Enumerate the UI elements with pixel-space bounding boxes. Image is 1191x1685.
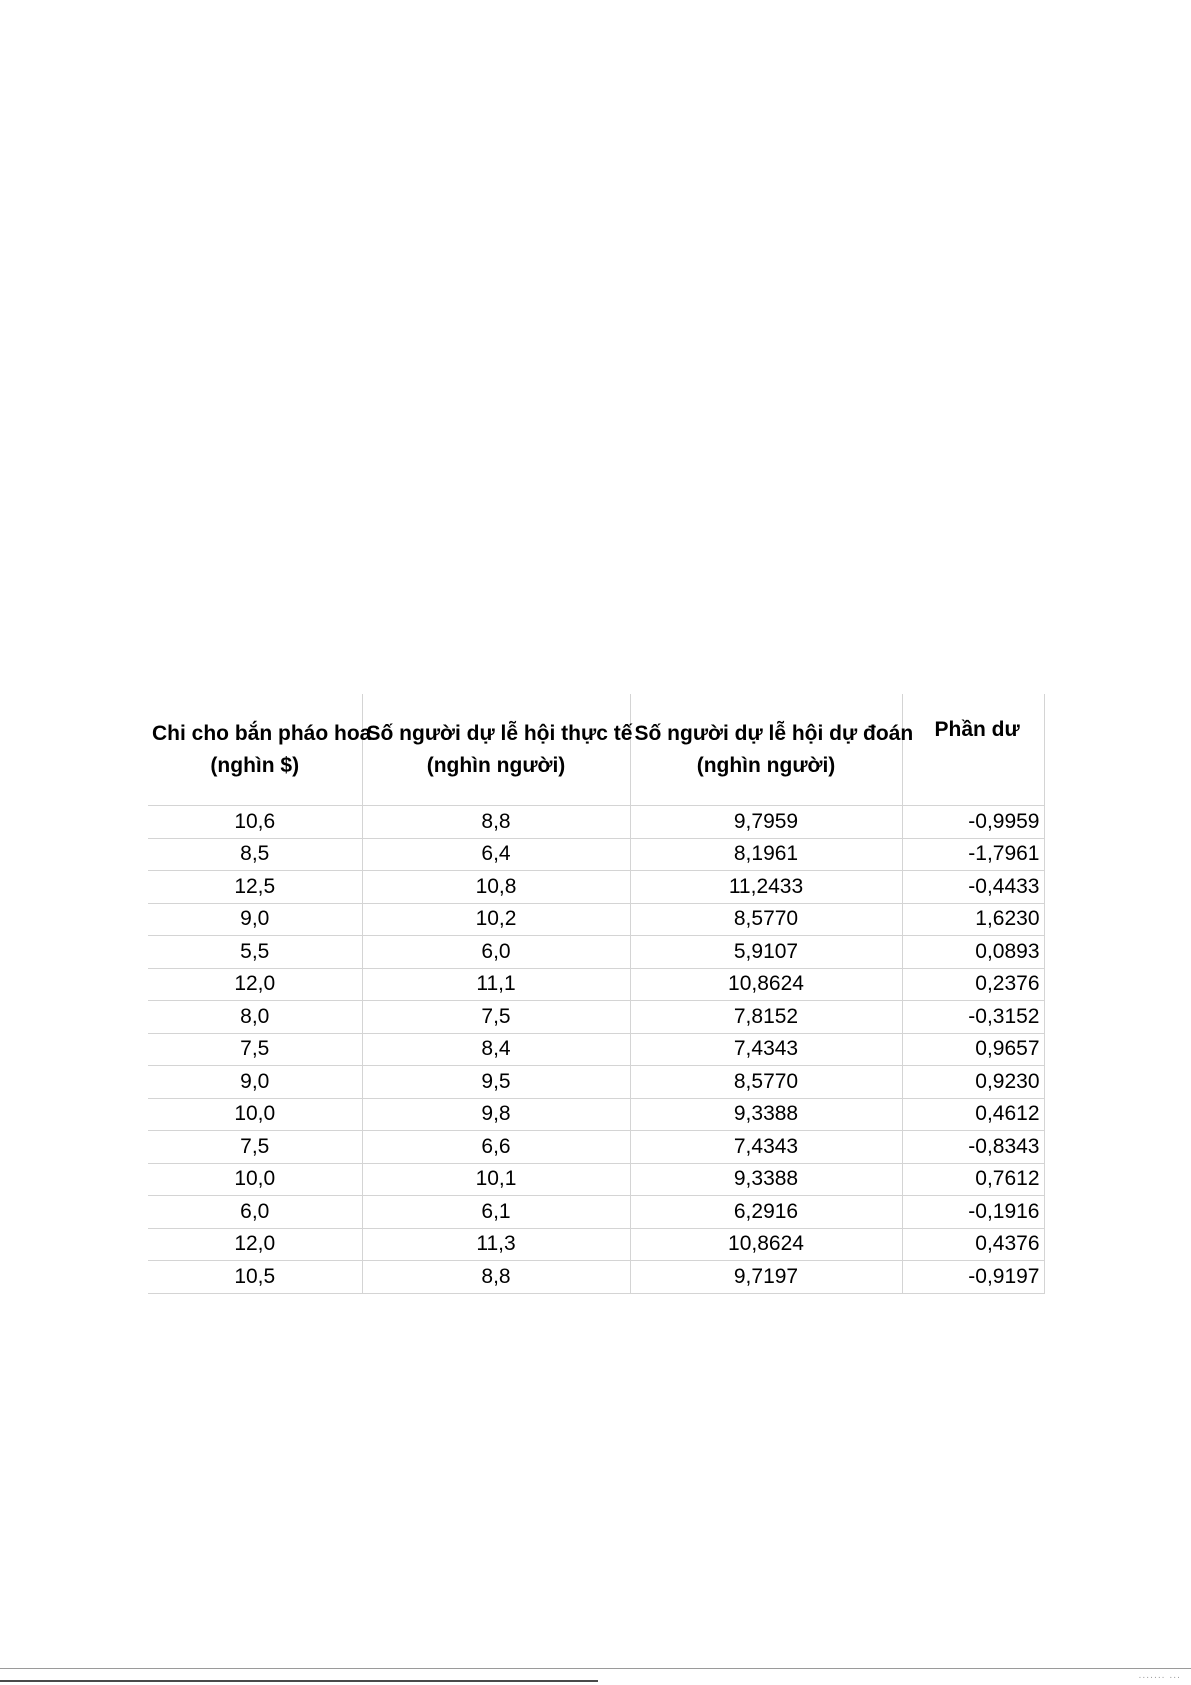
- table-row: [148, 806, 1044, 839]
- table-row: [148, 1066, 1044, 1099]
- cell-residual: -0,8343: [902, 1131, 1044, 1164]
- table-row: [148, 871, 1044, 904]
- cell-residual: 0,4376: [902, 1228, 1044, 1261]
- cell-actual-attendance: 6,4: [362, 838, 630, 871]
- table-header-row: [148, 694, 1044, 806]
- cell-residual: -0,9959: [902, 806, 1044, 839]
- cell-fireworks-spending: 10,0: [148, 1098, 362, 1131]
- cell-actual-attendance: 6,6: [362, 1131, 630, 1164]
- table-row: [148, 903, 1044, 936]
- table-row: [148, 1001, 1044, 1034]
- header-actual-attendance: [362, 694, 633, 806]
- cell-actual-attendance: 11,1: [362, 968, 630, 1001]
- cell-residual: 1,6230: [902, 903, 1044, 936]
- cell-actual-attendance: 6,0: [362, 936, 630, 969]
- footer-marks: ....... ...: [1138, 1671, 1181, 1681]
- cell-fireworks-spending: 7,5: [148, 1131, 362, 1164]
- cell-fireworks-spending: 12,0: [148, 1228, 362, 1261]
- cell-predicted-attendance: 11,2433: [630, 871, 902, 904]
- cell-fireworks-spending: 12,0: [148, 968, 362, 1001]
- cell-residual: 0,2376: [902, 968, 1044, 1001]
- cell-fireworks-spending: 6,0: [148, 1196, 362, 1229]
- table-body: [148, 806, 1044, 1294]
- cell-predicted-attendance: 6,2916: [630, 1196, 902, 1229]
- header-predicted-attendance: [630, 694, 914, 806]
- cell-actual-attendance: 8,4: [362, 1033, 630, 1066]
- cell-residual: -0,3152: [902, 1001, 1044, 1034]
- data-table-container: [148, 694, 1044, 1294]
- cell-actual-attendance: 9,5: [362, 1066, 630, 1099]
- cell-fireworks-spending: 9,0: [148, 1066, 362, 1099]
- header-line: (nghìn người): [696, 753, 836, 777]
- cell-fireworks-spending: 7,5: [148, 1033, 362, 1066]
- cell-predicted-attendance: 9,3388: [630, 1163, 902, 1196]
- cell-predicted-attendance: 5,9107: [630, 936, 902, 969]
- header-line: Chi cho bắn pháo hoa: [152, 721, 372, 745]
- cell-actual-attendance: 10,2: [362, 903, 630, 936]
- header-line: Phần dư: [934, 718, 1020, 741]
- table-row: [148, 1228, 1044, 1261]
- cell-actual-attendance: 8,8: [362, 806, 630, 839]
- cell-predicted-attendance: 8,5770: [630, 1066, 902, 1099]
- cell-predicted-attendance: 10,8624: [630, 1228, 902, 1261]
- cell-predicted-attendance: 9,3388: [630, 1098, 902, 1131]
- table-row: [148, 1098, 1044, 1131]
- cell-actual-attendance: 11,3: [362, 1228, 630, 1261]
- cell-residual: -0,9197: [902, 1261, 1044, 1294]
- cell-actual-attendance: 7,5: [362, 1001, 630, 1034]
- table-row: [148, 838, 1044, 871]
- table-row: [148, 1196, 1044, 1229]
- cell-residual: 0,0893: [902, 936, 1044, 969]
- table-row: [148, 1131, 1044, 1164]
- cell-fireworks-spending: 10,0: [148, 1163, 362, 1196]
- footer-rule: [0, 1668, 1191, 1669]
- cell-residual: -0,4433: [902, 871, 1044, 904]
- header-line: Số người dự lễ hội dự đoán: [634, 721, 914, 745]
- header-line: (nghìn $): [210, 753, 300, 777]
- cell-residual: 0,7612: [902, 1163, 1044, 1196]
- cell-predicted-attendance: 9,7959: [630, 806, 902, 839]
- cell-predicted-attendance: 10,8624: [630, 968, 902, 1001]
- cell-fireworks-spending: 9,0: [148, 903, 362, 936]
- residuals-table: [148, 694, 1045, 1294]
- cell-fireworks-spending: 10,5: [148, 1261, 362, 1294]
- header-residual: [902, 694, 1044, 806]
- table-row: [148, 1261, 1044, 1294]
- cell-predicted-attendance: 9,7197: [630, 1261, 902, 1294]
- header-line: (nghìn người): [426, 753, 566, 777]
- cell-residual: -0,1916: [902, 1196, 1044, 1229]
- cell-residual: 0,9657: [902, 1033, 1044, 1066]
- cell-predicted-attendance: 8,5770: [630, 903, 902, 936]
- cell-fireworks-spending: 8,0: [148, 1001, 362, 1034]
- cell-residual: 0,4612: [902, 1098, 1044, 1131]
- header-fireworks-spending: [148, 694, 372, 806]
- table-row: [148, 968, 1044, 1001]
- table-row: [148, 936, 1044, 969]
- cell-actual-attendance: 9,8: [362, 1098, 630, 1131]
- cell-fireworks-spending: 8,5: [148, 838, 362, 871]
- footer-rule-dark: [0, 1680, 598, 1682]
- cell-predicted-attendance: 8,1961: [630, 838, 902, 871]
- header-line: Số người dự lễ hội thực tế: [366, 721, 633, 745]
- table-row: [148, 1163, 1044, 1196]
- cell-predicted-attendance: 7,8152: [630, 1001, 902, 1034]
- cell-actual-attendance: 10,8: [362, 871, 630, 904]
- cell-residual: 0,9230: [902, 1066, 1044, 1099]
- cell-predicted-attendance: 7,4343: [630, 1131, 902, 1164]
- cell-predicted-attendance: 7,4343: [630, 1033, 902, 1066]
- table-row: [148, 1033, 1044, 1066]
- cell-actual-attendance: 6,1: [362, 1196, 630, 1229]
- cell-actual-attendance: 8,8: [362, 1261, 630, 1294]
- cell-residual: -1,7961: [902, 838, 1044, 871]
- cell-fireworks-spending: 5,5: [148, 936, 362, 969]
- cell-actual-attendance: 10,1: [362, 1163, 630, 1196]
- cell-fireworks-spending: 10,6: [148, 806, 362, 839]
- cell-fireworks-spending: 12,5: [148, 871, 362, 904]
